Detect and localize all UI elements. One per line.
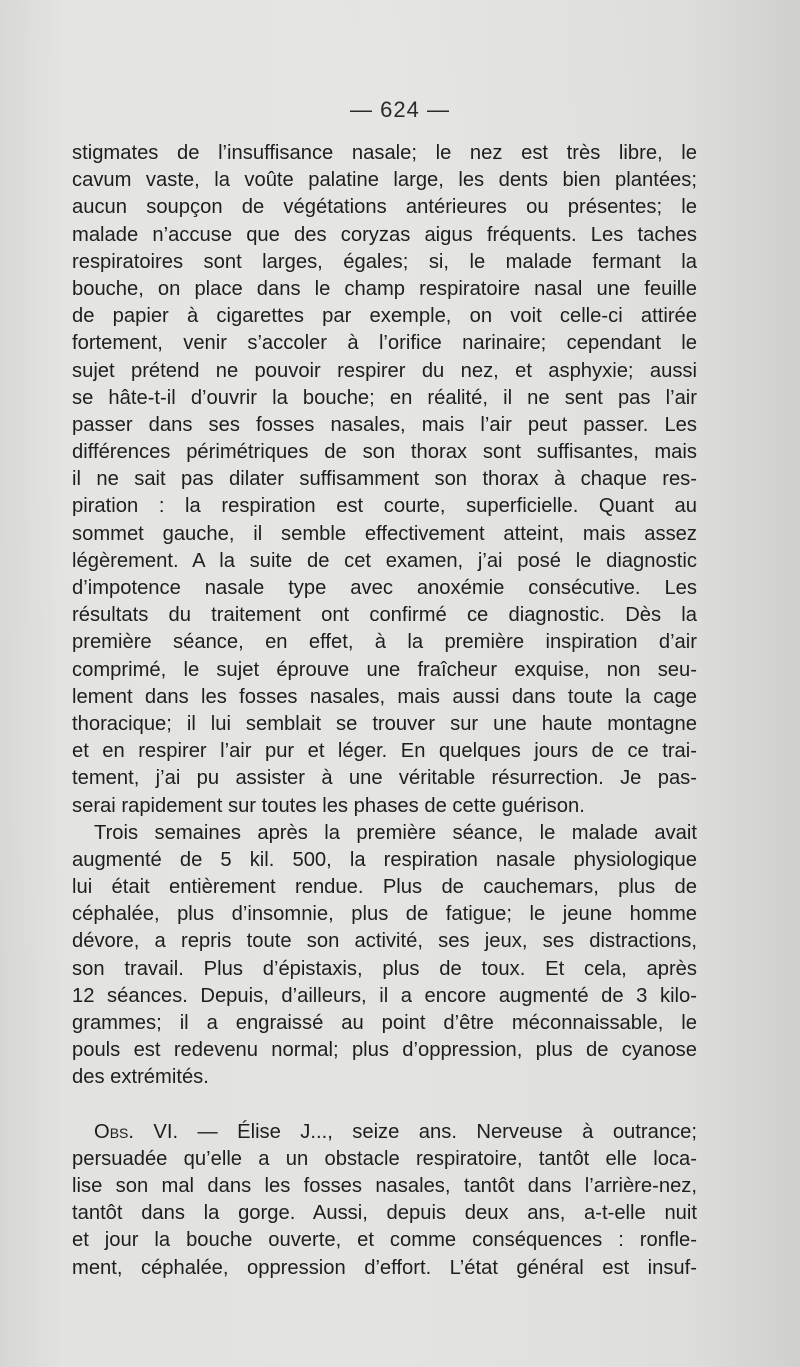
text-line: tement, j’ai pu assister à une véritable résurrection. Je pas-: [72, 767, 697, 790]
paragraph-gap: [72, 1092, 697, 1119]
text-line: respiratoires sont larges, égales; si, le malade fermant la: [72, 250, 697, 273]
text-line: comprimé, le sujet éprouve une fraîcheur exquise, non seu-: [72, 658, 697, 681]
text-line: pouls est redevenu normal; plus d’oppression, plus de cyanose: [72, 1039, 697, 1062]
text-line: [72, 1119, 697, 1146]
page-body-text: [72, 140, 697, 1282]
text-line: son travail. Plus d’épistaxis, plus de toux. Et cela, après: [72, 957, 697, 980]
text-line: thoracique; il lui semblait se trouver sur une haute montagne: [72, 712, 697, 735]
text-line: augmenté de 5 kil. 500, la respiration nasale physiologique: [72, 848, 697, 871]
page-number: — 624 —: [350, 97, 450, 122]
text-line: et en respirer l’air pur et léger. En quelques jours de ce trai-: [72, 740, 697, 763]
text-line: bouche, on place dans le champ respiratoire nasal une feuille: [72, 277, 697, 300]
text-line: cavum vaste, la voûte palatine large, les dents bien plantées;: [72, 169, 697, 192]
text-line: piration : la respiration est courte, superficielle. Quant au: [72, 495, 697, 518]
text-line: lement dans les fosses nasales, mais aussi dans toute la cage: [72, 685, 697, 708]
text-line: 12 séances. Depuis, d’ailleurs, il a encore augmenté de 3 kilo-: [72, 984, 697, 1007]
text-line: dévore, a repris toute son activité, ses jeux, ses distractions,: [72, 930, 697, 953]
text-line: stigmates de l’insuffisance nasale; le nez est très libre, le: [72, 142, 697, 164]
text-line: passer dans ses fosses nasales, mais l’air peut passer. Les: [72, 413, 697, 436]
paragraph-1: [72, 140, 697, 820]
text-line: serai rapidement sur toutes les phases de cette guérison.: [72, 794, 585, 817]
text-line: des extrémités.: [72, 1066, 209, 1089]
text-line: fortement, venir s’accoler à l’orifice narinaire; cependant le: [72, 332, 697, 355]
paragraph-3: [72, 1119, 697, 1282]
text-line: première séance, en effet, à la première inspiration d’air: [72, 631, 697, 654]
text-line: différences périmétriques de son thorax sont suffisantes, mais: [72, 441, 697, 464]
text-line: tantôt dans la gorge. Aussi, depuis deux ans, a-t-elle nuit: [72, 1202, 697, 1225]
text-line: d’impotence nasale type avec anoxémie consécutive. Les: [72, 577, 697, 599]
observation-heading: VI. — Élise J..., seize ans. Nerveuse à outrance;: [134, 1120, 697, 1143]
text-line: sujet prétend ne pouvoir respirer du nez, et asphyxie; aussi: [72, 359, 697, 382]
text-line: grammes; il a engraissé au point d’être méconnaissable, le: [72, 1012, 697, 1034]
text-line: ment, céphalée, oppression d’effort. L’état général est insuf-: [72, 1256, 697, 1279]
observation-label: Obs.: [94, 1120, 134, 1143]
text-line: résultats du traitement ont confirmé ce diagnostic. Dès la: [72, 604, 697, 627]
text-line: se hâte-t-il d’ouvrir la bouche; en réalité, il ne sent pas l’air: [72, 386, 697, 409]
text-line: persuadée qu’elle a un obstacle respiratoire, tantôt elle loca-: [72, 1147, 697, 1170]
text-line: lise son mal dans les fosses nasales, tantôt dans l’arrière-nez,: [72, 1174, 697, 1197]
text-line: sommet gauche, il semble effectivement atteint, mais assez: [72, 522, 697, 545]
text-line: il ne sait pas dilater suffisamment son thorax à chaque res-: [72, 468, 697, 491]
text-line: malade n’accuse que des coryzas aigus fréquents. Les taches: [72, 223, 697, 246]
text-line: aucun soupçon de végétations antérieures ou présentes; le: [72, 196, 697, 219]
text-line: de papier à cigarettes par exemple, on voit celle-ci attirée: [72, 305, 697, 328]
text-line: céphalée, plus d’insomnie, plus de fatigue; le jeune homme: [72, 903, 697, 926]
text-line: lui était entièrement rendue. Plus de cauchemars, plus de: [72, 876, 697, 899]
text-line: et jour la bouche ouverte, et comme conséquences : ronfle-: [72, 1229, 697, 1252]
text-line: légèrement. A la suite de cet examen, j’ai posé le diagnostic: [72, 549, 697, 572]
text-line: Trois semaines après la première séance, le malade avait: [94, 821, 697, 844]
paragraph-2: [72, 820, 697, 1092]
